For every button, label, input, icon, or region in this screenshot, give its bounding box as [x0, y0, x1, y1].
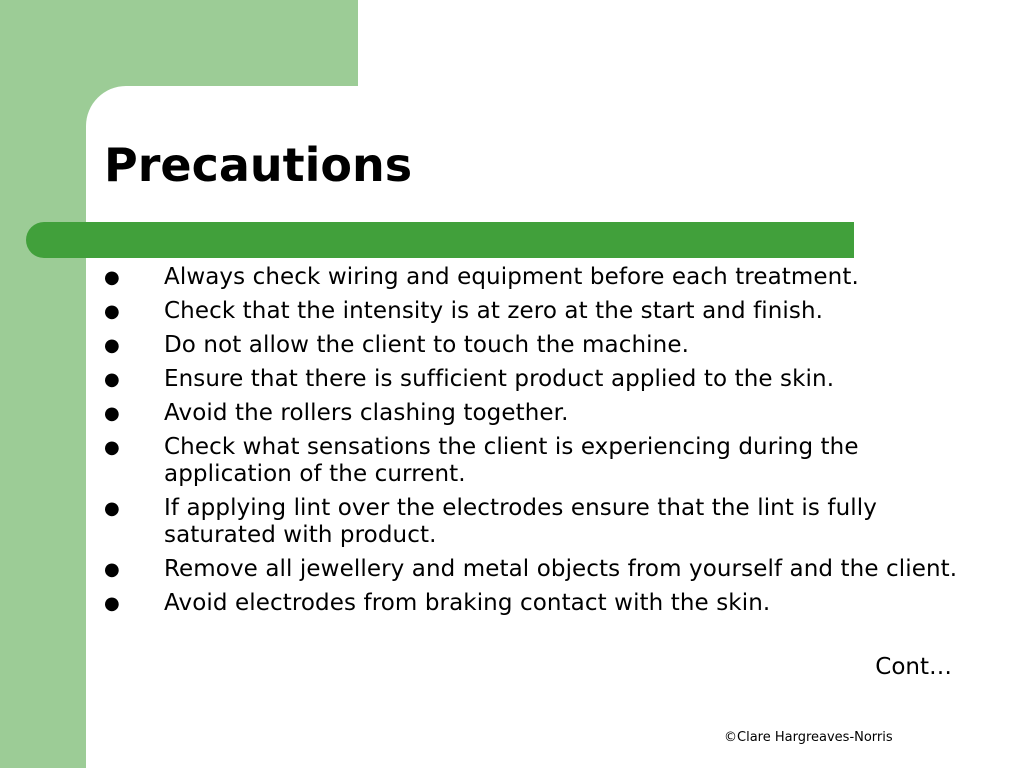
- bullet-icon: ●: [104, 498, 120, 519]
- list-item: [100, 400, 980, 427]
- bullet-list: [100, 264, 980, 624]
- slide-title: Precautions: [104, 138, 413, 192]
- list-item: [100, 366, 980, 393]
- bullet-text: Always check wiring and equipment before each treatment.: [164, 264, 859, 290]
- bullet-icon: ●: [104, 559, 120, 580]
- title-underline-bar: [26, 222, 854, 258]
- bullet-icon: ●: [104, 267, 120, 288]
- bullet-icon: ●: [104, 593, 120, 614]
- copyright-notice: ©Clare Hargreaves-Norris: [724, 730, 893, 745]
- list-item: [100, 434, 980, 488]
- bullet-text: Check that the intensity is at zero at the start and finish.: [164, 298, 824, 324]
- bullet-text: Check what sensations the client is experiencing during the application of the current.: [164, 434, 859, 487]
- list-item: [100, 590, 980, 617]
- bullet-text: Avoid the rollers clashing together.: [164, 400, 569, 426]
- bullet-icon: ●: [104, 335, 120, 356]
- list-item: [100, 332, 980, 359]
- bullet-icon: ●: [104, 403, 120, 424]
- bullet-text: Avoid electrodes from braking contact with the skin.: [164, 590, 771, 616]
- bullet-icon: ●: [104, 369, 120, 390]
- list-item: [100, 298, 980, 325]
- bullet-text: If applying lint over the electrodes ensure that the lint is fully saturated with product.: [164, 495, 877, 548]
- continued-label: Cont…: [875, 654, 952, 680]
- bullet-text: Remove all jewellery and metal objects from yourself and the client.: [164, 556, 958, 582]
- bullet-text: Ensure that there is sufficient product applied to the skin.: [164, 366, 835, 392]
- bullet-text: Do not allow the client to touch the machine.: [164, 332, 689, 358]
- bullet-icon: ●: [104, 301, 120, 322]
- list-item: [100, 264, 980, 291]
- list-item: [100, 495, 980, 549]
- list-item: [100, 556, 980, 583]
- bullet-icon: ●: [104, 437, 120, 458]
